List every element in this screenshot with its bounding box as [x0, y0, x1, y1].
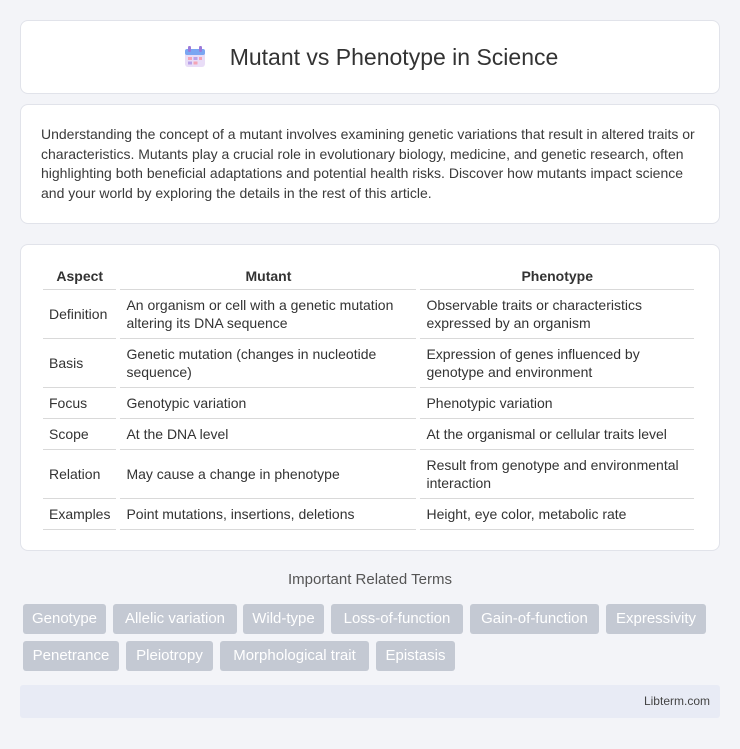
footer-site-link[interactable]: Libterm.com	[643, 694, 710, 708]
tag-wild-type[interactable]: Wild-type	[243, 604, 324, 634]
tag-loss-of-function[interactable]: Loss-of-function	[331, 604, 463, 634]
cell-phenotype: At the organismal or cellular traits level	[420, 419, 694, 450]
tag-allelic-variation[interactable]: Allelic variation	[113, 604, 237, 634]
header-phenotype: Phenotype	[420, 265, 694, 290]
cell-phenotype: Height, eye color, metabolic rate	[420, 499, 694, 530]
table-header-row	[43, 265, 694, 290]
table-row	[43, 388, 694, 419]
header-mutant: Mutant	[120, 265, 416, 290]
tag-expressivity[interactable]: Expressivity	[606, 604, 706, 634]
page-title: Mutant vs Phenotype in Science	[229, 43, 559, 70]
table-row	[43, 450, 694, 499]
cell-aspect: Definition	[43, 290, 116, 339]
tag-genotype[interactable]: Genotype	[23, 604, 106, 634]
intro-card	[20, 104, 720, 224]
comparison-table-card	[20, 244, 720, 551]
tag-pleiotropy[interactable]: Pleiotropy	[126, 641, 213, 671]
table-row	[43, 419, 694, 450]
intro-text: Understanding the concept of a mutant involves examining genetic variations that result in altered traits or characteristics. Mutants play a crucial role in evolutionary biology, medicine, and genetic research, often highlighting both beneficial adaptations and potential health risks. Discover how mutants impact science and your world by exploring the details in the rest of this article.	[41, 126, 695, 201]
table-row	[43, 339, 694, 388]
cell-phenotype: Phenotypic variation	[420, 388, 694, 419]
cell-mutant: Genotypic variation	[120, 388, 416, 419]
tag-epistasis[interactable]: Epistasis	[376, 641, 455, 671]
calendar-icon	[182, 44, 208, 70]
tag-morphological-trait[interactable]: Morphological trait	[220, 641, 369, 671]
cell-phenotype: Observable traits or characteristics expressed by an organism	[420, 290, 694, 339]
cell-mutant: An organism or cell with a genetic mutation altering its DNA sequence	[120, 290, 416, 339]
related-terms-title: Important Related Terms	[288, 571, 452, 588]
comparison-table	[39, 265, 698, 530]
cell-mutant: At the DNA level	[120, 419, 416, 450]
tag-penetrance[interactable]: Penetrance	[23, 641, 119, 671]
cell-mutant: Point mutations, insertions, deletions	[120, 499, 416, 530]
cell-aspect: Basis	[43, 339, 116, 388]
cell-phenotype: Expression of genes influenced by genotype and environment	[420, 339, 694, 388]
table-row	[43, 499, 694, 530]
tag-gain-of-function[interactable]: Gain-of-function	[470, 604, 599, 634]
cell-aspect: Scope	[43, 419, 116, 450]
footer	[20, 685, 720, 718]
cell-phenotype: Result from genotype and environmental interaction	[420, 450, 694, 499]
cell-aspect: Relation	[43, 450, 116, 499]
cell-aspect: Examples	[43, 499, 116, 530]
header-aspect: Aspect	[43, 265, 116, 290]
cell-mutant: Genetic mutation (changes in nucleotide sequence)	[120, 339, 416, 388]
cell-mutant: May cause a change in phenotype	[120, 450, 416, 499]
table-row	[43, 290, 694, 339]
cell-aspect: Focus	[43, 388, 116, 419]
title-card	[20, 20, 720, 94]
